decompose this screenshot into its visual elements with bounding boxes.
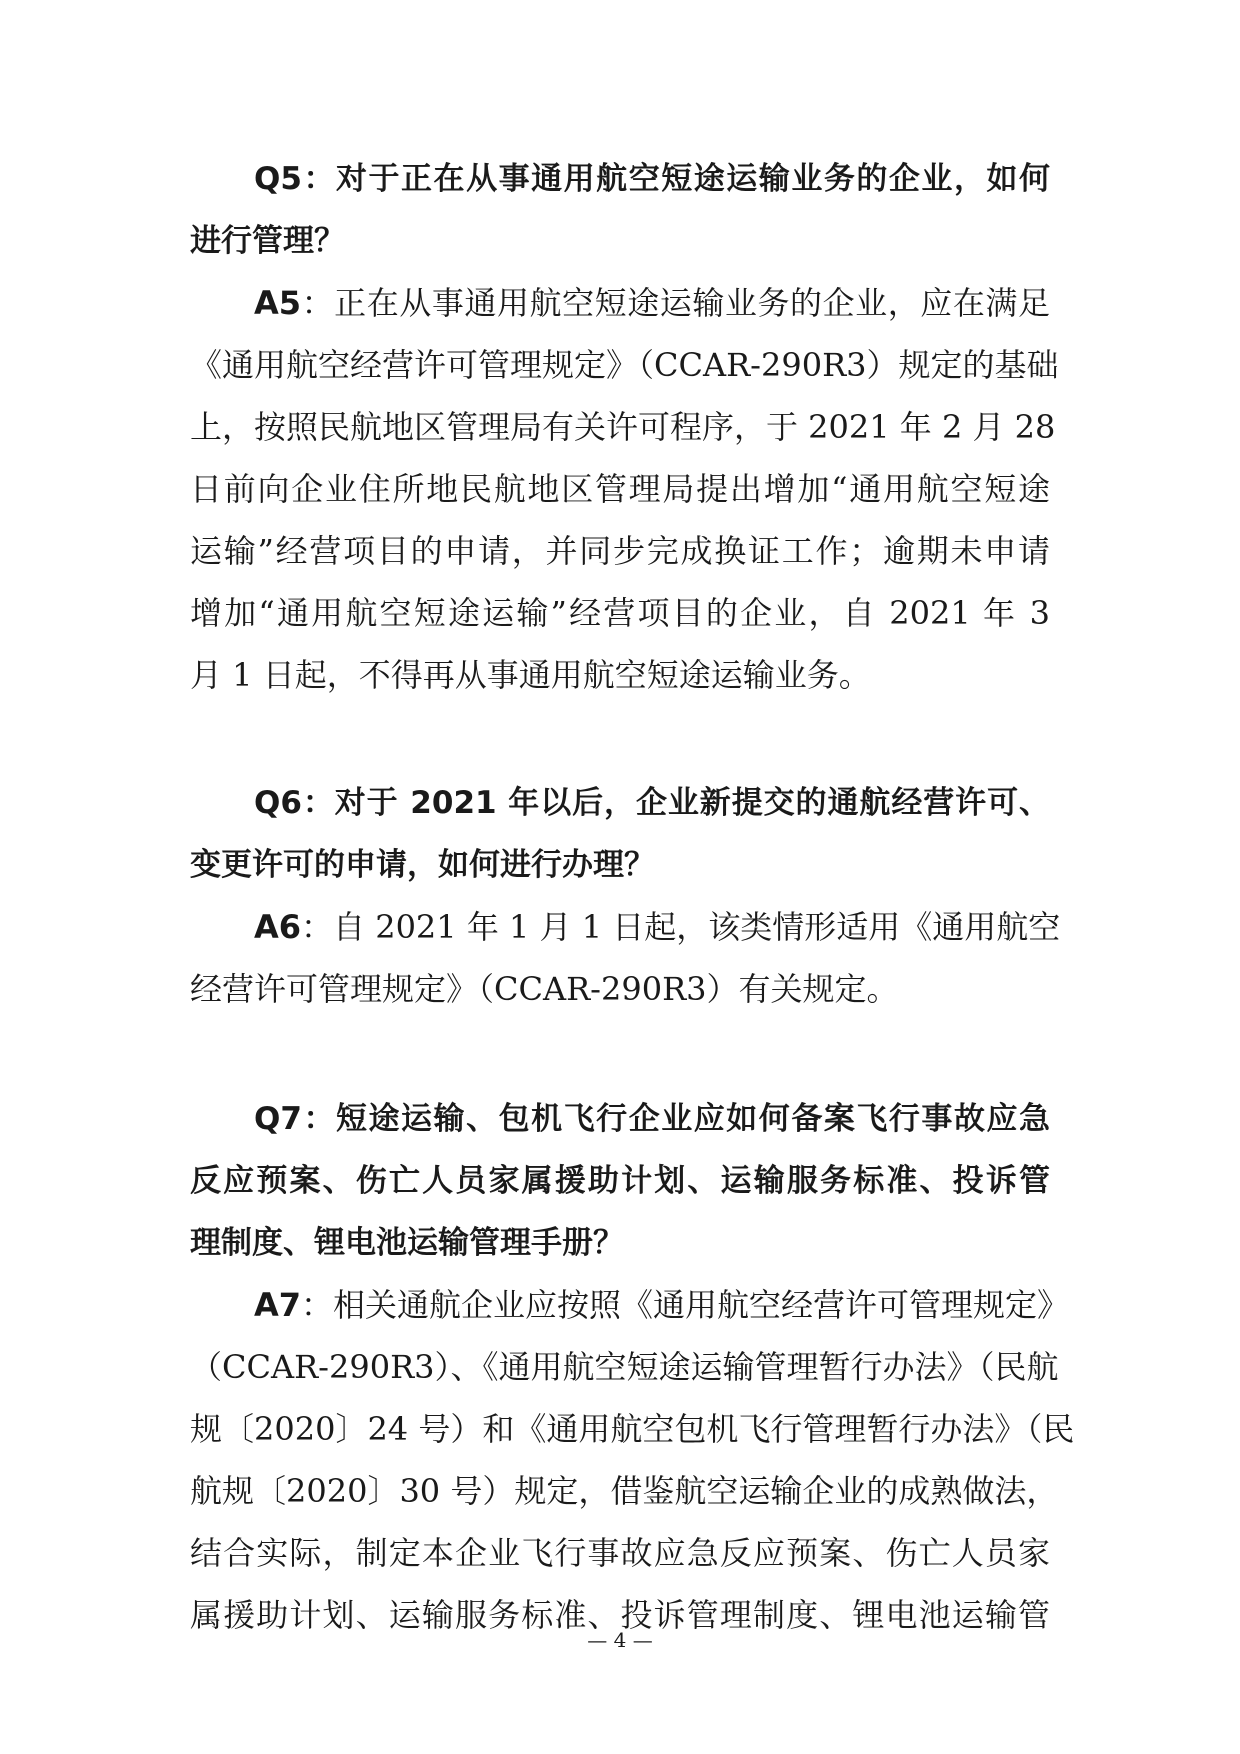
answer-a5-line-1 (190, 272, 1050, 334)
answer-a5-line-4: 日前向企业住所地民航地区管理局提出增加“通用航空短途 (190, 470, 1050, 508)
answer-a5-line-5: 运输”经营项目的申请，并同步完成换证工作；逾期未申请 (190, 532, 1050, 570)
answer-a6-line-1 (190, 896, 1061, 958)
answer-a7-line-3: 规〔2020〕24 号）和《通用航空包机飞行管理暂行办法》（民 (190, 1410, 1075, 1448)
question-q5-line-1: Q5：对于正在从事通用航空短途运输业务的企业，如何 (254, 161, 1050, 197)
qa-block-q7 (190, 1088, 1075, 1646)
answer-a5-text: ：正在从事通用航空短途运输业务的企业，应在满足 (301, 284, 1050, 322)
answer-a6-line-2: 经营许可管理规定》（CCAR-290R3）有关规定。 (190, 970, 899, 1008)
answer-a7-line-5: 结合实际，制定本企业飞行事故应急反应预案、伤亡人员家 (190, 1534, 1050, 1572)
answer-a6-label: A6 (254, 908, 302, 946)
answer-a5-line-6: 增加“通用航空短途运输”经营项目的企业，自 2021 年 3 (190, 594, 1050, 632)
question-q5-line-2: 进行管理？ (190, 223, 345, 259)
answer-a5-line-7: 月 1 日起，不得再从事通用航空短途运输业务。 (190, 656, 871, 694)
answer-a7-line-6: 属援助计划、运输服务标准、投诉管理制度、锂电池运输管 (190, 1596, 1050, 1634)
question-q7-line-3: 理制度、锂电池运输管理手册？ (190, 1225, 624, 1261)
question-q6-line-2: 变更许可的申请，如何进行办理？ (190, 847, 655, 883)
answer-a5-line-2: 《通用航空经营许可管理规定》（CCAR-290R3）规定的基础 (190, 346, 1059, 384)
qa-block-q6 (190, 772, 1061, 1020)
answer-a7-line-4: 航规〔2020〕30 号）规定，借鉴航空运输企业的成熟做法， (190, 1472, 1059, 1510)
answer-a5-line-3: 上，按照民航地区管理局有关许可程序，于 2021 年 2 月 28 (190, 408, 1056, 446)
answer-a7-line-2: （CCAR-290R3）、《通用航空短途运输管理暂行办法》（民航 (190, 1348, 1059, 1386)
answer-a7-label: A7 (254, 1286, 302, 1324)
question-q6-line-1: Q6：对于 2021 年以后，企业新提交的通航经营许可、 (254, 785, 1050, 821)
answer-a7-line-1 (190, 1274, 1070, 1336)
answer-a6-text: ：自 2021 年 1 月 1 日起，该类情形适用《通用航空 (301, 908, 1061, 946)
page-number: — 4 — (587, 1628, 653, 1652)
answer-a5-label: A5 (254, 284, 302, 322)
answer-a7-text: ：相关通航企业应按照《通用航空经营许可管理规定》 (301, 1286, 1070, 1324)
qa-block-q5 (190, 148, 1059, 706)
question-q7-line-2: 反应预案、伤亡人员家属援助计划、运输服务标准、投诉管 (190, 1163, 1050, 1199)
question-q7-line-1: Q7：短途运输、包机飞行企业应如何备案飞行事故应急 (254, 1101, 1050, 1137)
